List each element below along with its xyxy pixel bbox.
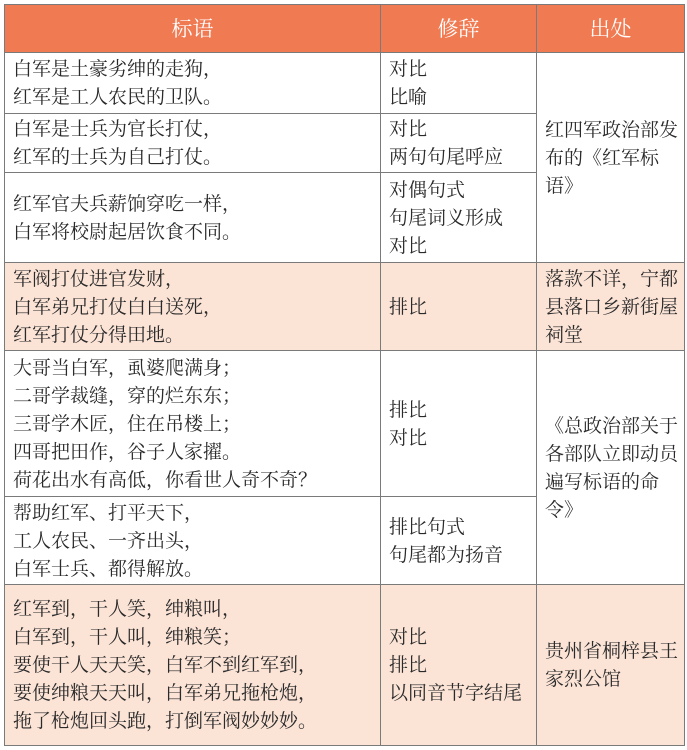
header-rhetoric: 修辞 bbox=[381, 5, 537, 53]
header-source: 出处 bbox=[537, 5, 685, 53]
slogan-line: 要使绅粮天天叫，白军弟兄拖枪炮， bbox=[13, 682, 318, 704]
slogan-line: 白军到，干人叫，绅粮笑； bbox=[13, 626, 242, 648]
rhetoric-line: 排比 bbox=[389, 654, 428, 676]
table-row bbox=[5, 585, 685, 746]
rhetoric-line: 对比 bbox=[389, 234, 428, 257]
source-cell: 《总政治部关于各部队立即动员遍写标语的命令》 bbox=[537, 351, 685, 585]
table-row bbox=[5, 53, 685, 114]
slogan-line: 白军将校尉起居饮食不同。 bbox=[13, 220, 242, 243]
slogan-cell bbox=[5, 53, 381, 114]
header-slogan: 标语 bbox=[5, 5, 381, 53]
rhetoric-cell bbox=[381, 173, 537, 263]
slogan-line: 荷花出水有高低，你看世人奇不奇？ bbox=[13, 468, 318, 491]
slogan-line: 四哥把田作，谷子人家擢。 bbox=[13, 440, 242, 463]
slogan-line: 大哥当白军，虱婆爬满身； bbox=[13, 356, 242, 379]
rhetoric-line: 比喻 bbox=[389, 86, 428, 108]
slogan-line: 要使干人天天笑，白军不到红军到， bbox=[13, 654, 318, 676]
slogan-cell bbox=[5, 114, 381, 173]
rhetoric-line: 排比 bbox=[389, 295, 428, 318]
slogan-line: 二哥学裁缝，穿的烂东东； bbox=[13, 384, 242, 407]
rhetoric-cell bbox=[381, 53, 537, 114]
slogan-line: 红军是工人农民的卫队。 bbox=[13, 86, 223, 108]
slogan-cell bbox=[5, 351, 381, 497]
table-row bbox=[5, 351, 685, 497]
rhetoric-line: 句尾词义形成 bbox=[389, 206, 504, 229]
slogan-line: 拖了枪炮回头跑，打倒军阀妙妙妙。 bbox=[13, 710, 318, 732]
rhetoric-cell bbox=[381, 585, 537, 746]
slogan-line: 红军的士兵为自己打仗。 bbox=[13, 146, 223, 168]
rhetoric-line: 对比 bbox=[389, 58, 428, 80]
rhetoric-line: 以同音节字结尾 bbox=[389, 682, 523, 704]
slogan-table bbox=[4, 4, 685, 746]
source-cell: 红四军政治部发布的《红军标语》 bbox=[537, 53, 685, 263]
slogan-line: 红军官夫兵薪饷穿吃一样， bbox=[13, 192, 242, 215]
slogan-line: 工人农民、一齐出头， bbox=[13, 529, 204, 552]
rhetoric-cell bbox=[381, 497, 537, 585]
header-row bbox=[5, 5, 685, 53]
slogan-line: 白军弟兄打仗白白送死， bbox=[13, 295, 223, 318]
rhetoric-line: 对偶句式 bbox=[389, 178, 466, 201]
slogan-line: 白军是土豪劣绅的走狗， bbox=[13, 58, 223, 80]
rhetoric-line: 对比 bbox=[389, 426, 428, 449]
rhetoric-line: 对比 bbox=[389, 626, 428, 648]
slogan-line: 三哥学木匠，住在吊楼上； bbox=[13, 412, 242, 435]
slogan-cell bbox=[5, 173, 381, 263]
slogan-line: 白军士兵、都得解放。 bbox=[13, 557, 204, 580]
table-row bbox=[5, 263, 685, 351]
slogan-line: 红军打仗分得田地。 bbox=[13, 323, 185, 346]
rhetoric-line: 排比句式 bbox=[389, 515, 466, 538]
source-cell: 贵州省桐梓县王家烈公馆 bbox=[537, 585, 685, 746]
rhetoric-cell bbox=[381, 263, 537, 351]
rhetoric-line: 句尾都为扬音 bbox=[389, 543, 504, 566]
source-cell: 落款不详，宁都县落口乡新街屋祠堂 bbox=[537, 263, 685, 351]
slogan-line: 红军到，干人笑，绅粮叫， bbox=[13, 598, 242, 620]
rhetoric-cell bbox=[381, 114, 537, 173]
slogan-cell bbox=[5, 497, 381, 585]
slogan-line: 白军是士兵为官长打仗， bbox=[13, 118, 223, 140]
rhetoric-line: 排比 bbox=[389, 398, 428, 421]
rhetoric-line: 两句句尾呼应 bbox=[389, 146, 504, 168]
slogan-cell bbox=[5, 263, 381, 351]
slogan-line: 帮助红军、打平天下， bbox=[13, 501, 204, 524]
rhetoric-cell bbox=[381, 351, 537, 497]
rhetoric-line: 对比 bbox=[389, 118, 428, 140]
slogan-line: 军阀打仗进官发财， bbox=[13, 267, 185, 290]
slogan-cell bbox=[5, 585, 381, 746]
